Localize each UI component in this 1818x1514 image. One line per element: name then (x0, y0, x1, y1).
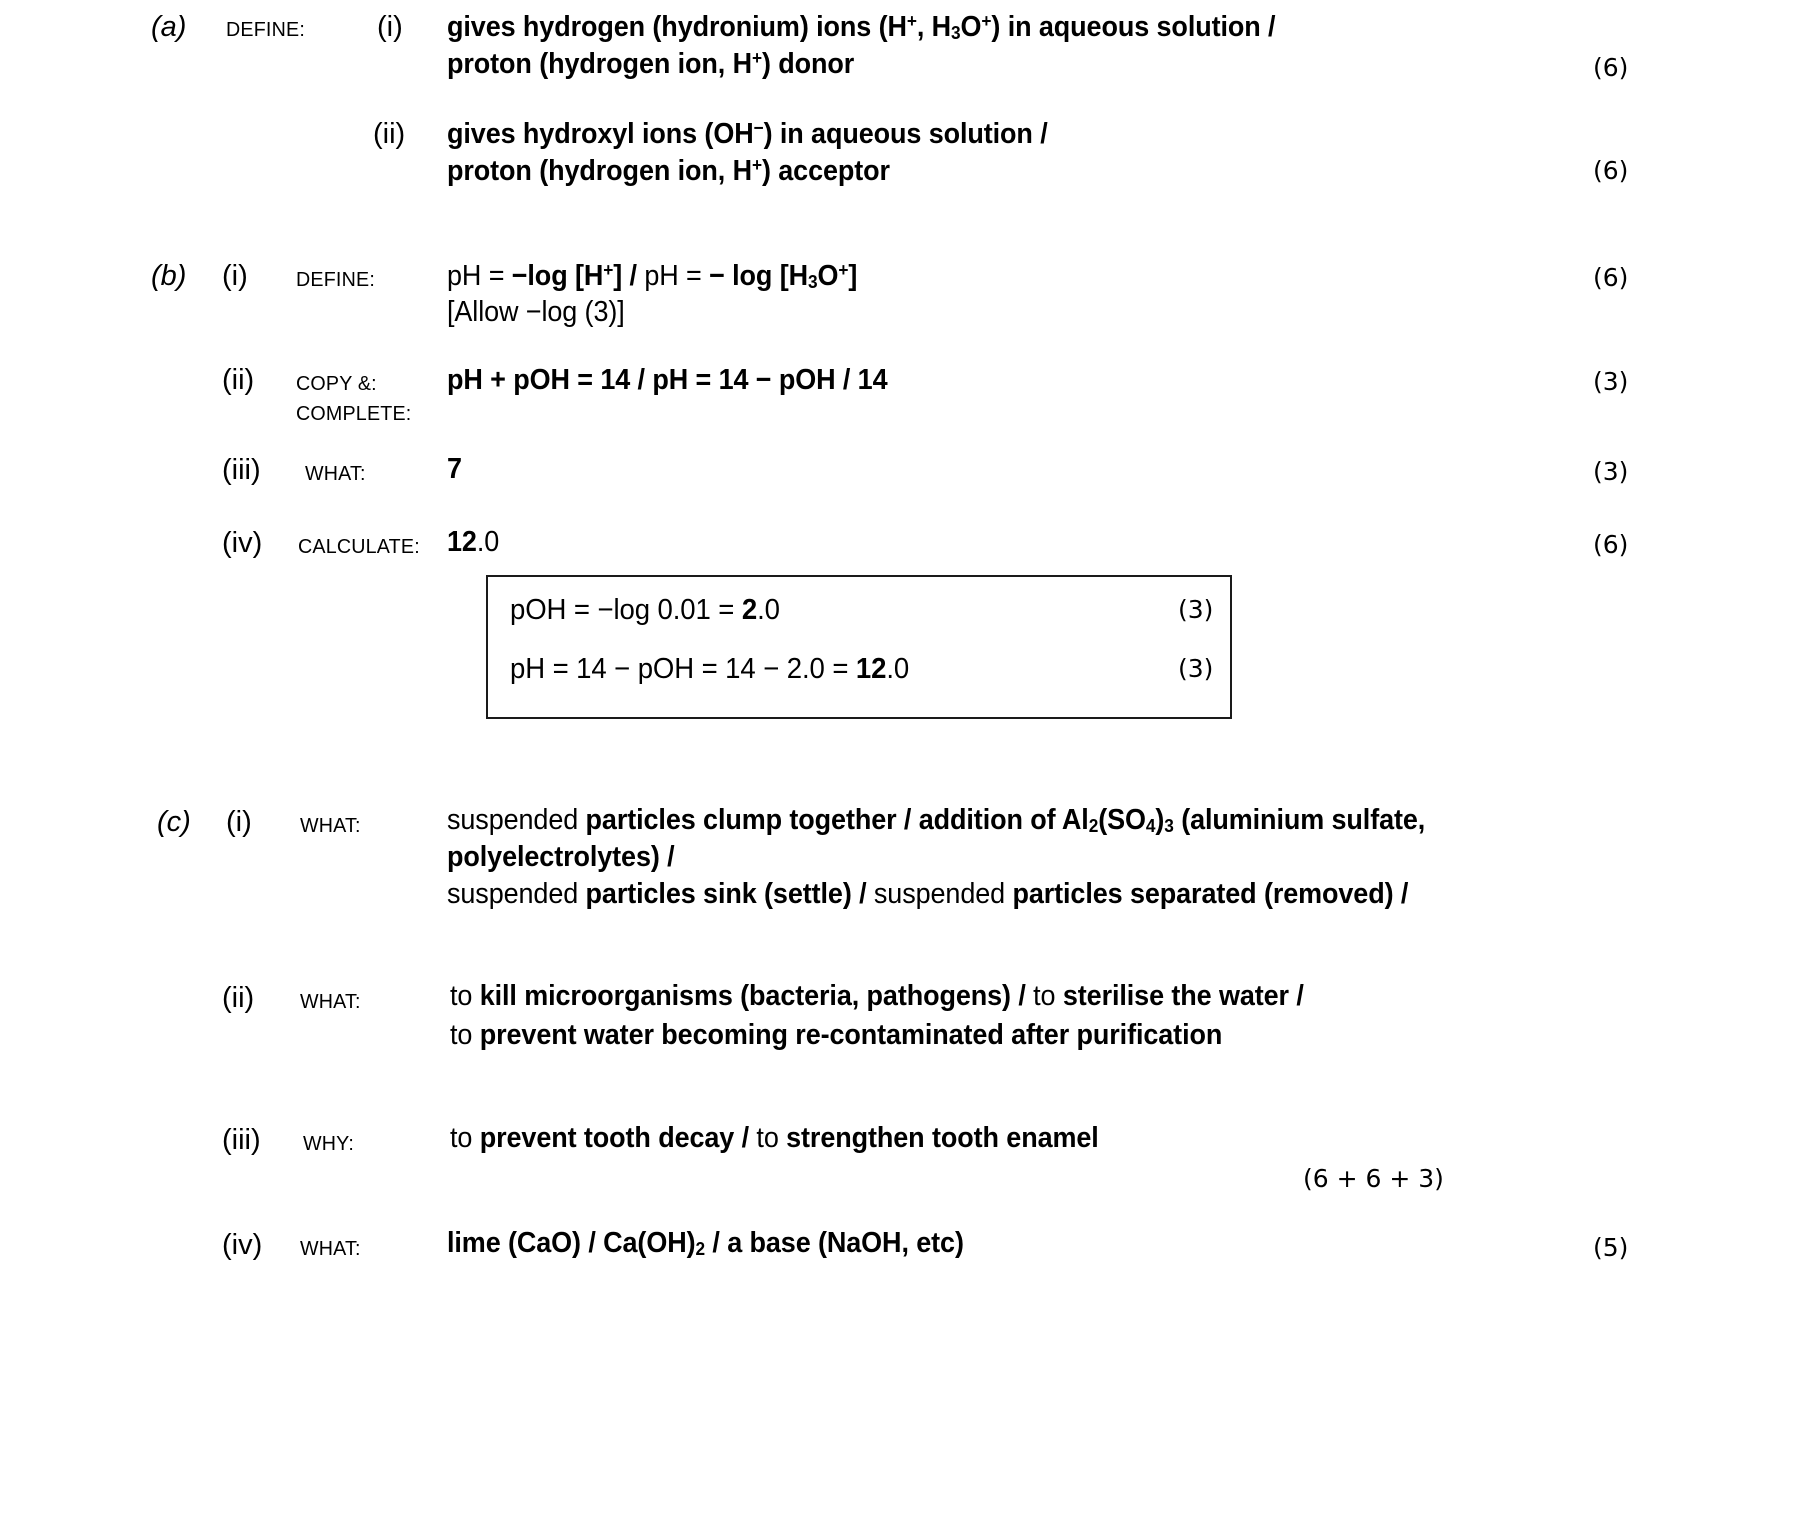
mark-b-ii: (3) (1593, 367, 1629, 396)
roman-label-b-ii: (ii) (222, 364, 255, 396)
roman-label-a-i: (i) (377, 11, 403, 43)
answer-c-iii-line1: to prevent tooth decay / to strengthen tooth enamel (450, 1122, 1099, 1154)
mark-a-i: (6) (1593, 53, 1629, 82)
instruction-copy-b-ii: COPY &: (296, 372, 377, 395)
mark-c-iii: (6 + 6 + 3) (1303, 1164, 1444, 1193)
answer-a-ii-line1: gives hydroxyl ions (OH−) in aqueous solution / (447, 117, 1048, 150)
answer-c-ii-line1: to kill microorganisms (bacteria, pathogens) / to sterilise the water / (450, 980, 1304, 1012)
answer-b-iv-line1: 12.0 (447, 526, 500, 558)
part-label-c: (c) (157, 806, 191, 838)
instruction-what-c-ii: WHAT: (300, 990, 361, 1013)
answer-b-ii-line1: pH + pOH = 14 / pH = 14 − pOH / 14 (447, 364, 888, 396)
answer-a-i-line2: proton (hydrogen ion, H+) donor (447, 47, 855, 80)
answer-c-i-line1: suspended particles clump together / addition of $Al_2(SO_4)_3$ (aluminium sulfate, (447, 804, 1426, 836)
working-box (486, 575, 1232, 719)
answer-a-ii-line2: proton (hydrogen ion, H+) acceptor (447, 154, 890, 187)
roman-label-a-ii: (ii) (373, 118, 406, 150)
roman-label-b-iv: (iv) (222, 527, 263, 559)
mark-b-iii: (3) (1593, 457, 1629, 486)
instruction-define-a: DEFINE: (226, 18, 305, 41)
answer-c-ii-line2: to prevent water becoming re-contaminated after purification (450, 1019, 1223, 1051)
part-label-b: (b) (151, 260, 187, 292)
mark-b-i: (6) (1593, 263, 1629, 292)
roman-label-b-iii: (iii) (222, 454, 261, 486)
part-label-a: (a) (151, 11, 187, 43)
answer-a-i-line1: gives hydrogen (hydronium) ions (H+, $H_3O^+$) in aqueous solution / (447, 10, 1276, 43)
roman-label-b-i: (i) (222, 260, 248, 292)
working-mark-2: (3) (1178, 654, 1214, 683)
instruction-calculate-b-iv: CALCULATE: (298, 535, 420, 558)
instruction-complete-b-ii: COMPLETE: (296, 402, 412, 425)
answer-c-iv-line1: lime $(CaO) / Ca(OH)_2$ / a base (NaOH, etc) (447, 1227, 964, 1259)
answer-b-i-line2: [Allow −log (3)] (447, 296, 625, 328)
answer-c-i-line3: suspended particles sink (settle) / suspended particles separated (removed) / (447, 878, 1409, 910)
mark-b-iv: (6) (1593, 530, 1629, 559)
roman-label-c-iv: (iv) (222, 1229, 263, 1261)
mark-c-iv: (5) (1593, 1233, 1629, 1262)
instruction-why-c-iii: WHY: (303, 1132, 355, 1155)
answer-b-i-line1: pH = −log [H+] / pH = − $\log [H_3O^+]$ (447, 259, 858, 292)
answer-c-i-line2: polyelectrolytes) / (447, 841, 675, 873)
roman-label-c-iii: (iii) (222, 1124, 261, 1156)
working-line-2: pH = 14 − pOH = 14 − 2.0 = 12.0 (510, 653, 910, 685)
instruction-what-c-i: WHAT: (300, 814, 361, 837)
working-line-1: pOH = −log 0.01 = 2.0 (510, 594, 780, 626)
mark-a-ii: (6) (1593, 156, 1629, 185)
instruction-what-b-iii: WHAT: (305, 462, 366, 485)
answer-b-iii-line1: 7 (447, 453, 462, 485)
working-mark-1: (3) (1178, 595, 1214, 624)
roman-label-c-i: (i) (226, 806, 252, 838)
roman-label-c-ii: (ii) (222, 982, 255, 1014)
instruction-define-b-i: DEFINE: (296, 268, 375, 291)
instruction-what-c-iv: WHAT: (300, 1237, 361, 1260)
